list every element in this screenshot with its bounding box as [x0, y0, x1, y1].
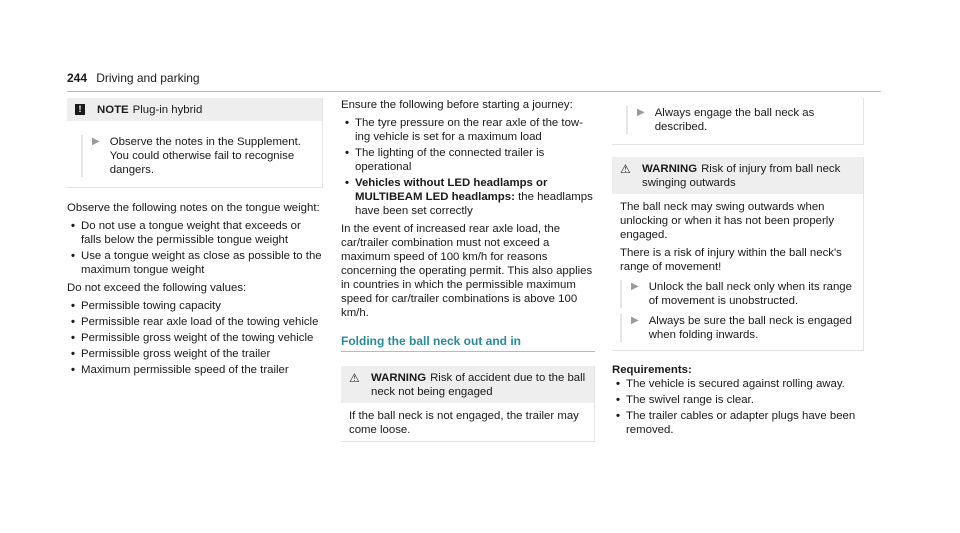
bullet-icon: • — [71, 220, 75, 232]
warning-body: If the ball neck is not engaged, the trailer may come loose. — [349, 410, 579, 436]
note-header — [67, 98, 322, 121]
list-item: • The tyre pressure on the rear axle of the tow-ing vehicle is set for a maximum load — [345, 117, 583, 143]
tongue-weight-list — [67, 219, 323, 277]
warning-heading: Risk of injury from ball neck swinging outwards — [642, 163, 841, 189]
page-header — [67, 71, 881, 92]
warning-step: ▶ Always be sure the ball neck is engaged when folding inwards. — [620, 314, 857, 342]
bullet-icon: • — [616, 394, 620, 406]
exclamation-note-icon: ! — [75, 104, 85, 115]
values-list — [67, 299, 323, 377]
bullet-icon: • — [71, 250, 75, 262]
bullet-icon: • — [616, 410, 620, 422]
page-number: 244 — [67, 71, 88, 85]
values-intro: Do not exceed the following values: — [67, 282, 247, 294]
note-heading: Plug-in hybrid — [132, 104, 203, 116]
requirements-list — [612, 377, 864, 437]
warning-body: The ball neck may swing outwards when unlocking or when it has not been properly engaged. There is a risk of injury within the ball neck's range of movement! ▶ Unlock the ball neck only when its range of movement is unobstructed. ▶ Always be sure the ball neck is engaged when folding inwards. — [612, 194, 863, 350]
bullet-icon: • — [71, 316, 75, 328]
journey-intro: Ensure the following before starting a journey: — [341, 99, 573, 111]
bullet-icon: • — [345, 177, 349, 189]
bullet-icon: • — [71, 332, 75, 344]
list-item: • The lighting of the connected trailer is operational — [345, 147, 545, 173]
warning-step: ▶ Unlock the ball neck only when its range of movement is unobstructed. — [620, 280, 857, 308]
warning-triangle-icon: ⚠ — [349, 371, 360, 385]
step-arrow-icon: ▶ — [631, 281, 639, 292]
rear-axle-paragraph: In the event of increased rear axle load, the car/trailer combination must not exceed a maximum speed of 100 km/h for reasons concerning the operating permit. This also applies in countries in which the permissible maximum speed for car/trailer combinations is above 100 km/h. — [341, 223, 593, 319]
warning-box — [612, 157, 864, 351]
bullet-icon: • — [345, 147, 349, 159]
step-arrow-icon: ▶ — [637, 107, 645, 118]
note-step — [81, 135, 314, 177]
note-keyword: NOTE — [97, 104, 129, 116]
bullet-icon: • — [71, 300, 75, 312]
list-item: • Vehicles without LED headlamps or MULTIBEAM LED headlamps: the headlamps have been set correctly — [345, 177, 593, 217]
note-box — [67, 98, 323, 188]
note-body — [67, 121, 322, 187]
requirements-label: Requirements: — [612, 364, 692, 376]
list-item: • The vehicle is secured against rolling away. — [616, 378, 845, 390]
list-item: • Permissible rear axle load of the towing vehicle — [71, 316, 319, 328]
step-engage: ▶ Always engage the ball neck as described. — [626, 106, 855, 134]
column-left — [67, 98, 323, 381]
warning-keyword: WARNING — [642, 163, 698, 175]
warning-header — [612, 157, 863, 194]
warning-heading: Risk of accident due to the ball neck not being engaged — [371, 372, 586, 398]
bold-lead: Vehicles without LED headlamps or MULTIBEAM LED headlamps: — [355, 177, 548, 203]
list-item: • Use a tongue weight as close as possible to the maximum tongue weight — [71, 250, 322, 276]
list-item: • Maximum permissible speed of the trailer — [71, 364, 289, 376]
list-item: • Permissible gross weight of the trailer — [71, 348, 271, 360]
section-heading: Folding the ball neck out and in — [341, 334, 595, 352]
step-box — [612, 98, 864, 145]
list-item: • Permissible towing capacity — [71, 300, 221, 312]
list-item: • The swivel range is clear. — [616, 394, 754, 406]
chapter-title: Driving and parking — [96, 71, 200, 85]
warning-triangle-icon: ⚠ — [620, 162, 631, 176]
step-arrow-icon: ▶ — [92, 136, 100, 147]
note-step-text: Observe the notes in the Supplement. You could otherwise fail to recognise dangers. — [109, 136, 301, 176]
bullet-icon: • — [71, 364, 75, 376]
warning-keyword: WARNING — [371, 372, 427, 384]
journey-list — [341, 116, 595, 218]
tongue-weight-intro: Observe the following notes on the tongue weight: — [67, 202, 320, 214]
warning-box — [341, 366, 595, 442]
column-right — [612, 98, 864, 441]
list-item: • The trailer cables or adapter plugs have been removed. — [616, 410, 856, 436]
step-arrow-icon: ▶ — [631, 315, 639, 326]
bullet-icon: • — [71, 348, 75, 360]
list-item: • Do not use a tongue weight that exceeds or falls below the permissible tongue weight — [71, 220, 301, 246]
column-middle — [341, 98, 595, 454]
warning-header — [341, 366, 594, 403]
list-item: • Permissible gross weight of the towing vehicle — [71, 332, 314, 344]
bullet-icon: • — [345, 117, 349, 129]
bullet-icon: • — [616, 378, 620, 390]
